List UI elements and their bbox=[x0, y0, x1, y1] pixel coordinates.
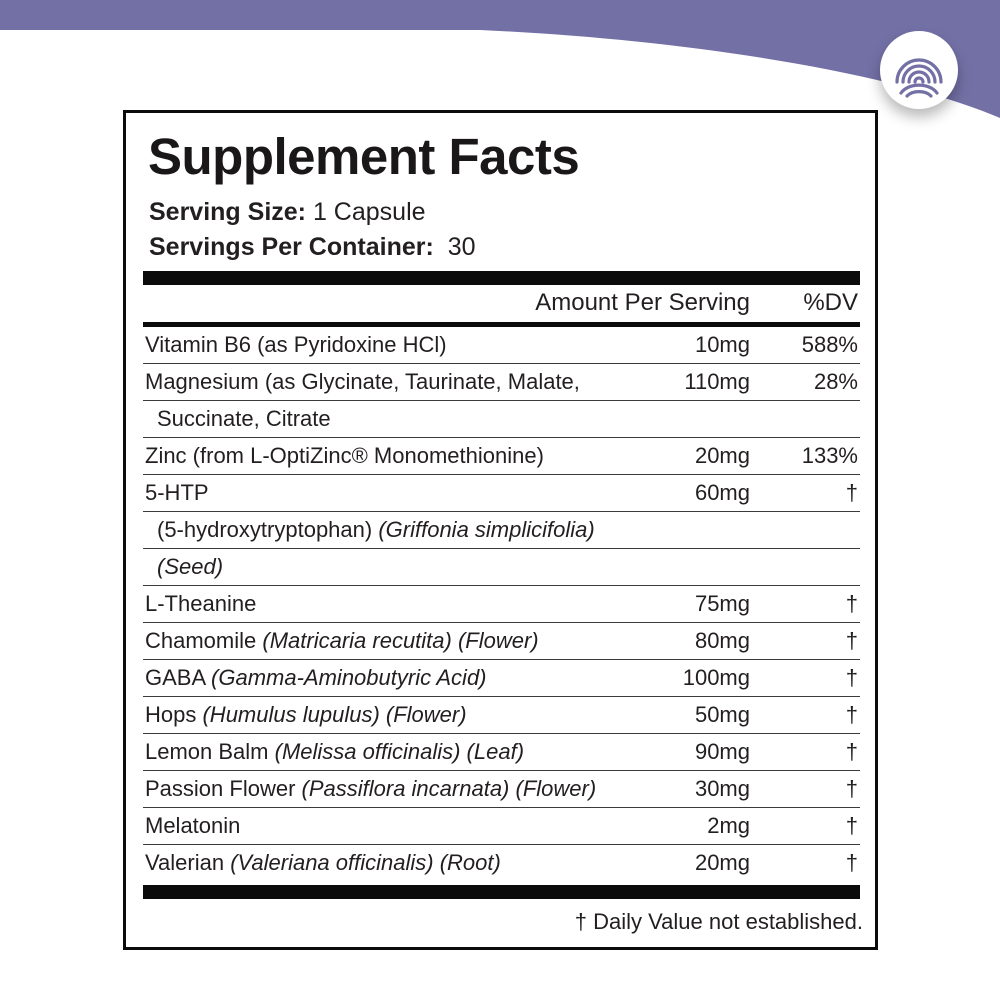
ingredient-common-name: 5-HTP bbox=[145, 480, 209, 505]
table-row bbox=[143, 697, 860, 734]
ingredient-amount: 20mg bbox=[694, 850, 750, 875]
ingredient-latin-name: (Seed) bbox=[157, 554, 224, 579]
servings-per-container-label: Servings Per Container: bbox=[149, 233, 434, 261]
ingredient-common-name: Zinc (from L-OptiZinc® Monomethionine) bbox=[145, 443, 544, 468]
ingredient-latin-name: (Matricaria recutita) (Flower) bbox=[262, 628, 539, 653]
ingredient-daily-value: † bbox=[845, 591, 858, 616]
table-row bbox=[143, 327, 860, 364]
ingredient-daily-value: † bbox=[845, 850, 858, 875]
ingredient-name bbox=[145, 586, 256, 622]
ingredient-amount: 100mg bbox=[682, 665, 750, 690]
ingredient-common-name: Succinate, Citrate bbox=[157, 406, 331, 431]
table-row bbox=[143, 623, 860, 660]
ingredient-common-name: GABA bbox=[145, 665, 212, 690]
ingredient-common-name: Chamomile bbox=[145, 628, 263, 653]
ingredient-latin-name: (Passiflora incarnata) (Flower) bbox=[301, 776, 597, 801]
ingredient-daily-value: † bbox=[845, 480, 858, 505]
table-row bbox=[143, 660, 860, 697]
ingredient-common-name: Lemon Balm bbox=[145, 739, 275, 764]
ingredient-latin-name: (Melissa officinalis) (Leaf) bbox=[274, 739, 525, 764]
table-row bbox=[143, 438, 860, 475]
table-row bbox=[143, 401, 860, 438]
supplement-facts-panel bbox=[123, 110, 878, 950]
ingredient-daily-value: † bbox=[845, 628, 858, 653]
brand-logo-badge bbox=[880, 31, 958, 109]
amount-per-serving-header: Amount Per Serving bbox=[535, 289, 750, 316]
ingredient-common-name: Vitamin B6 (as Pyridoxine HCl) bbox=[145, 332, 447, 357]
ingredient-amount: 50mg bbox=[694, 702, 750, 727]
ingredient-amount: 2mg bbox=[707, 813, 750, 838]
ingredient-name bbox=[145, 327, 447, 363]
table-row bbox=[143, 512, 860, 549]
ingredient-name bbox=[145, 845, 501, 881]
serving-size-label: Serving Size: bbox=[149, 198, 306, 226]
servings-per-container bbox=[149, 232, 476, 262]
ingredient-daily-value: † bbox=[845, 702, 858, 727]
serving-size bbox=[149, 197, 426, 227]
panel-title: Supplement Facts bbox=[148, 128, 580, 185]
ingredient-name bbox=[145, 771, 596, 807]
ingredient-latin-name: (Gamma-Aminobutyric Acid) bbox=[211, 665, 487, 690]
daily-value-header: %DV bbox=[803, 289, 858, 316]
table-row bbox=[143, 475, 860, 512]
table-row bbox=[143, 845, 860, 881]
ingredient-amount: 20mg bbox=[694, 443, 750, 468]
column-header-row bbox=[143, 285, 860, 322]
ingredient-daily-value: † bbox=[845, 665, 858, 690]
ingredient-amount: 80mg bbox=[694, 628, 750, 653]
ingredient-name bbox=[145, 697, 467, 733]
daily-value-footnote: † Daily Value not established. bbox=[574, 909, 863, 934]
ingredient-daily-value: 588% bbox=[801, 332, 858, 357]
table-row bbox=[143, 771, 860, 808]
ingredient-common-name: L-Theanine bbox=[145, 591, 257, 616]
top-divider-bar bbox=[143, 271, 860, 285]
bottom-divider-bar bbox=[143, 885, 860, 899]
ingredient-daily-value: † bbox=[845, 813, 858, 838]
ingredient-name bbox=[157, 549, 223, 585]
ingredient-name bbox=[145, 364, 580, 400]
table-row bbox=[143, 808, 860, 845]
ingredient-amount: 75mg bbox=[694, 591, 750, 616]
concentric-arches-icon bbox=[889, 40, 949, 100]
ingredient-name bbox=[157, 512, 595, 548]
ingredient-latin-name: (Valeriana officinalis) (Root) bbox=[230, 850, 501, 875]
ingredient-common-name: (5-hydroxytryptophan) bbox=[157, 517, 379, 542]
ingredient-name bbox=[145, 475, 209, 511]
ingredient-name bbox=[145, 808, 240, 844]
ingredient-daily-value: † bbox=[845, 739, 858, 764]
ingredient-amount: 110mg bbox=[684, 369, 750, 394]
ingredient-name bbox=[145, 623, 539, 659]
ingredient-name bbox=[145, 660, 487, 696]
nutrient-table bbox=[143, 327, 860, 881]
ingredient-amount: 30mg bbox=[694, 776, 750, 801]
ingredient-name bbox=[145, 734, 524, 770]
ingredient-common-name: Melatonin bbox=[145, 813, 241, 838]
table-row bbox=[143, 586, 860, 623]
ingredient-daily-value: † bbox=[845, 776, 858, 801]
ingredient-common-name: Magnesium (as Glycinate, Taurinate, Malate, bbox=[145, 369, 580, 394]
ingredient-latin-name: (Griffonia simplicifolia) bbox=[378, 517, 595, 542]
ingredient-daily-value: 28% bbox=[813, 369, 858, 394]
ingredient-latin-name: (Humulus lupulus) (Flower) bbox=[202, 702, 467, 727]
ingredient-common-name: Valerian bbox=[145, 850, 231, 875]
ingredient-amount: 10mg bbox=[694, 332, 750, 357]
table-row bbox=[143, 734, 860, 771]
servings-per-container-value: 30 bbox=[447, 233, 476, 261]
ingredient-name bbox=[157, 401, 331, 437]
ingredient-daily-value: 133% bbox=[801, 443, 858, 468]
ingredient-common-name: Hops bbox=[145, 702, 203, 727]
ingredient-common-name: Passion Flower bbox=[145, 776, 302, 801]
ingredient-name bbox=[145, 438, 544, 474]
table-row bbox=[143, 364, 860, 401]
serving-size-value: 1 Capsule bbox=[312, 198, 426, 226]
ingredient-amount: 90mg bbox=[694, 739, 750, 764]
table-row bbox=[143, 549, 860, 586]
ingredient-amount: 60mg bbox=[694, 480, 750, 505]
